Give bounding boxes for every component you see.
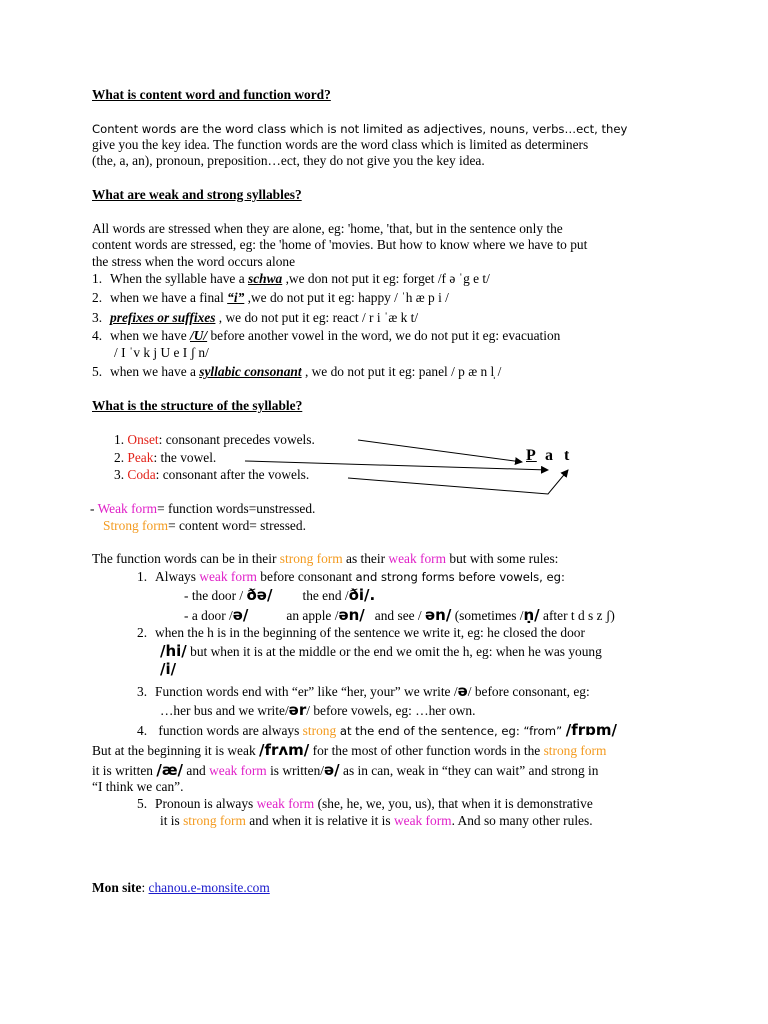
arrow-onset — [358, 440, 522, 462]
pat-letter-t: t — [564, 447, 571, 464]
pat-letter-a: a — [545, 447, 554, 464]
structure-peak: 2. Peak: the vowel. — [114, 450, 217, 465]
list-item: 2. when we have a final “i” ,we do not put it eg: happy / ˈh æ p i / — [92, 290, 449, 305]
heading-syllable-structure: What is the structure of the syllable? — [92, 398, 303, 413]
rule-2-line-3: /i/ — [160, 660, 177, 678]
paragraph-line: content words are stressed, eg: the 'home of 'movies. But how to know where we have to put — [92, 237, 588, 252]
list-item-continuation: / I ˈv k j U e I ʃ n/ — [114, 345, 209, 360]
heading-weak-strong-syllables: What are weak and strong syllables? — [92, 187, 302, 202]
strong-form-definition: Strong form= content word= stressed. — [103, 518, 306, 533]
example-1a: - the door / ðə/ the end /ði/. — [184, 586, 376, 604]
rule-1: 1. Always weak form before consonant and strong forms before vowels, eg: — [137, 569, 565, 584]
list-item: 3. prefixes or suffixes , we do not put it eg: react / r i ˈæ k t/ — [92, 310, 419, 325]
rule-5-line-2: it is strong form and when it is relative it is weak form. And so many other rules. — [160, 813, 593, 828]
rule-5: 5. Pronoun is always weak form (she, he, we, you, us), that when it is demonstrative — [137, 796, 593, 811]
site-link[interactable]: chanou.e-monsite.com — [148, 880, 270, 895]
rules-intro: The function words can be in their strong form as their weak form but with some rules: — [92, 551, 559, 566]
but-line-2: it is written /æ/ and weak form is written/ə/ as in can, weak in “they can wait” and strong in — [92, 761, 599, 779]
paragraph-line: (the, a, an), pronoun, preposition…ect, they do not give you the key idea. — [92, 153, 485, 168]
paragraph-line: All words are stressed when they are alone, eg: 'home, 'that, but in the sentence only the — [92, 221, 563, 236]
but-line-1: But at the beginning it is weak /frʌm/ for the most of other function words in the strong form — [92, 741, 607, 759]
weak-form-definition: - Weak form= function words=unstressed. — [90, 501, 316, 516]
paragraph-line: give you the key idea. The function words are the word class which is limited as determiners — [92, 137, 589, 152]
rule-2: 2. when the h is in the beginning of the sentence we write it, eg: he closed the door — [137, 625, 585, 640]
paragraph-line: the stress when the word occurs alone — [92, 254, 296, 269]
pat-letter-p: P — [526, 447, 537, 464]
structure-coda: 3. Coda: consonant after the vowels. — [114, 467, 310, 482]
arrow-coda — [348, 470, 568, 494]
paragraph-line: Content words are the word class which is not limited as adjectives, nouns, verbs…ect, they — [92, 122, 628, 136]
rule-2-line-2: /hi/ but when it is at the middle or the end we omit the h, eg: when he was young — [160, 642, 602, 660]
structure-onset: 1. Onset: consonant precedes vowels. — [114, 432, 315, 447]
but-line-3: “I think we can”. — [92, 779, 184, 794]
list-item: 5. when we have a syllabic consonant , we do not put it eg: panel / p æ n l̩ / — [92, 364, 502, 379]
list-item: 1. When the syllable have a schwa ,we don not put it eg: forget /f ə ˈg e t/ — [92, 271, 490, 286]
rule-4: 4. function words are always strong at the end of the sentence, eg: “from” /frɒm/ — [137, 721, 618, 739]
rule-3: 3. Function words end with “er” like “her, your” we write /ə/ before consonant, eg: — [137, 682, 590, 700]
list-item: 4. when we have /U/ before another vowel in the word, we do not put it eg: evacuation — [92, 328, 561, 343]
arrow-peak — [245, 461, 548, 470]
heading-content-function: What is content word and function word? — [92, 87, 331, 102]
rule-3-line-2: …her bus and we write/ər/ before vowels, eg: …her own. — [160, 701, 476, 719]
example-1b: - a door /ə/ an apple /ən/ and see / ən/ (sometimes /ṇ/ after t d s z ʃ) — [184, 606, 615, 624]
footer-site: Mon site: chanou.e-monsite.com — [92, 880, 270, 895]
